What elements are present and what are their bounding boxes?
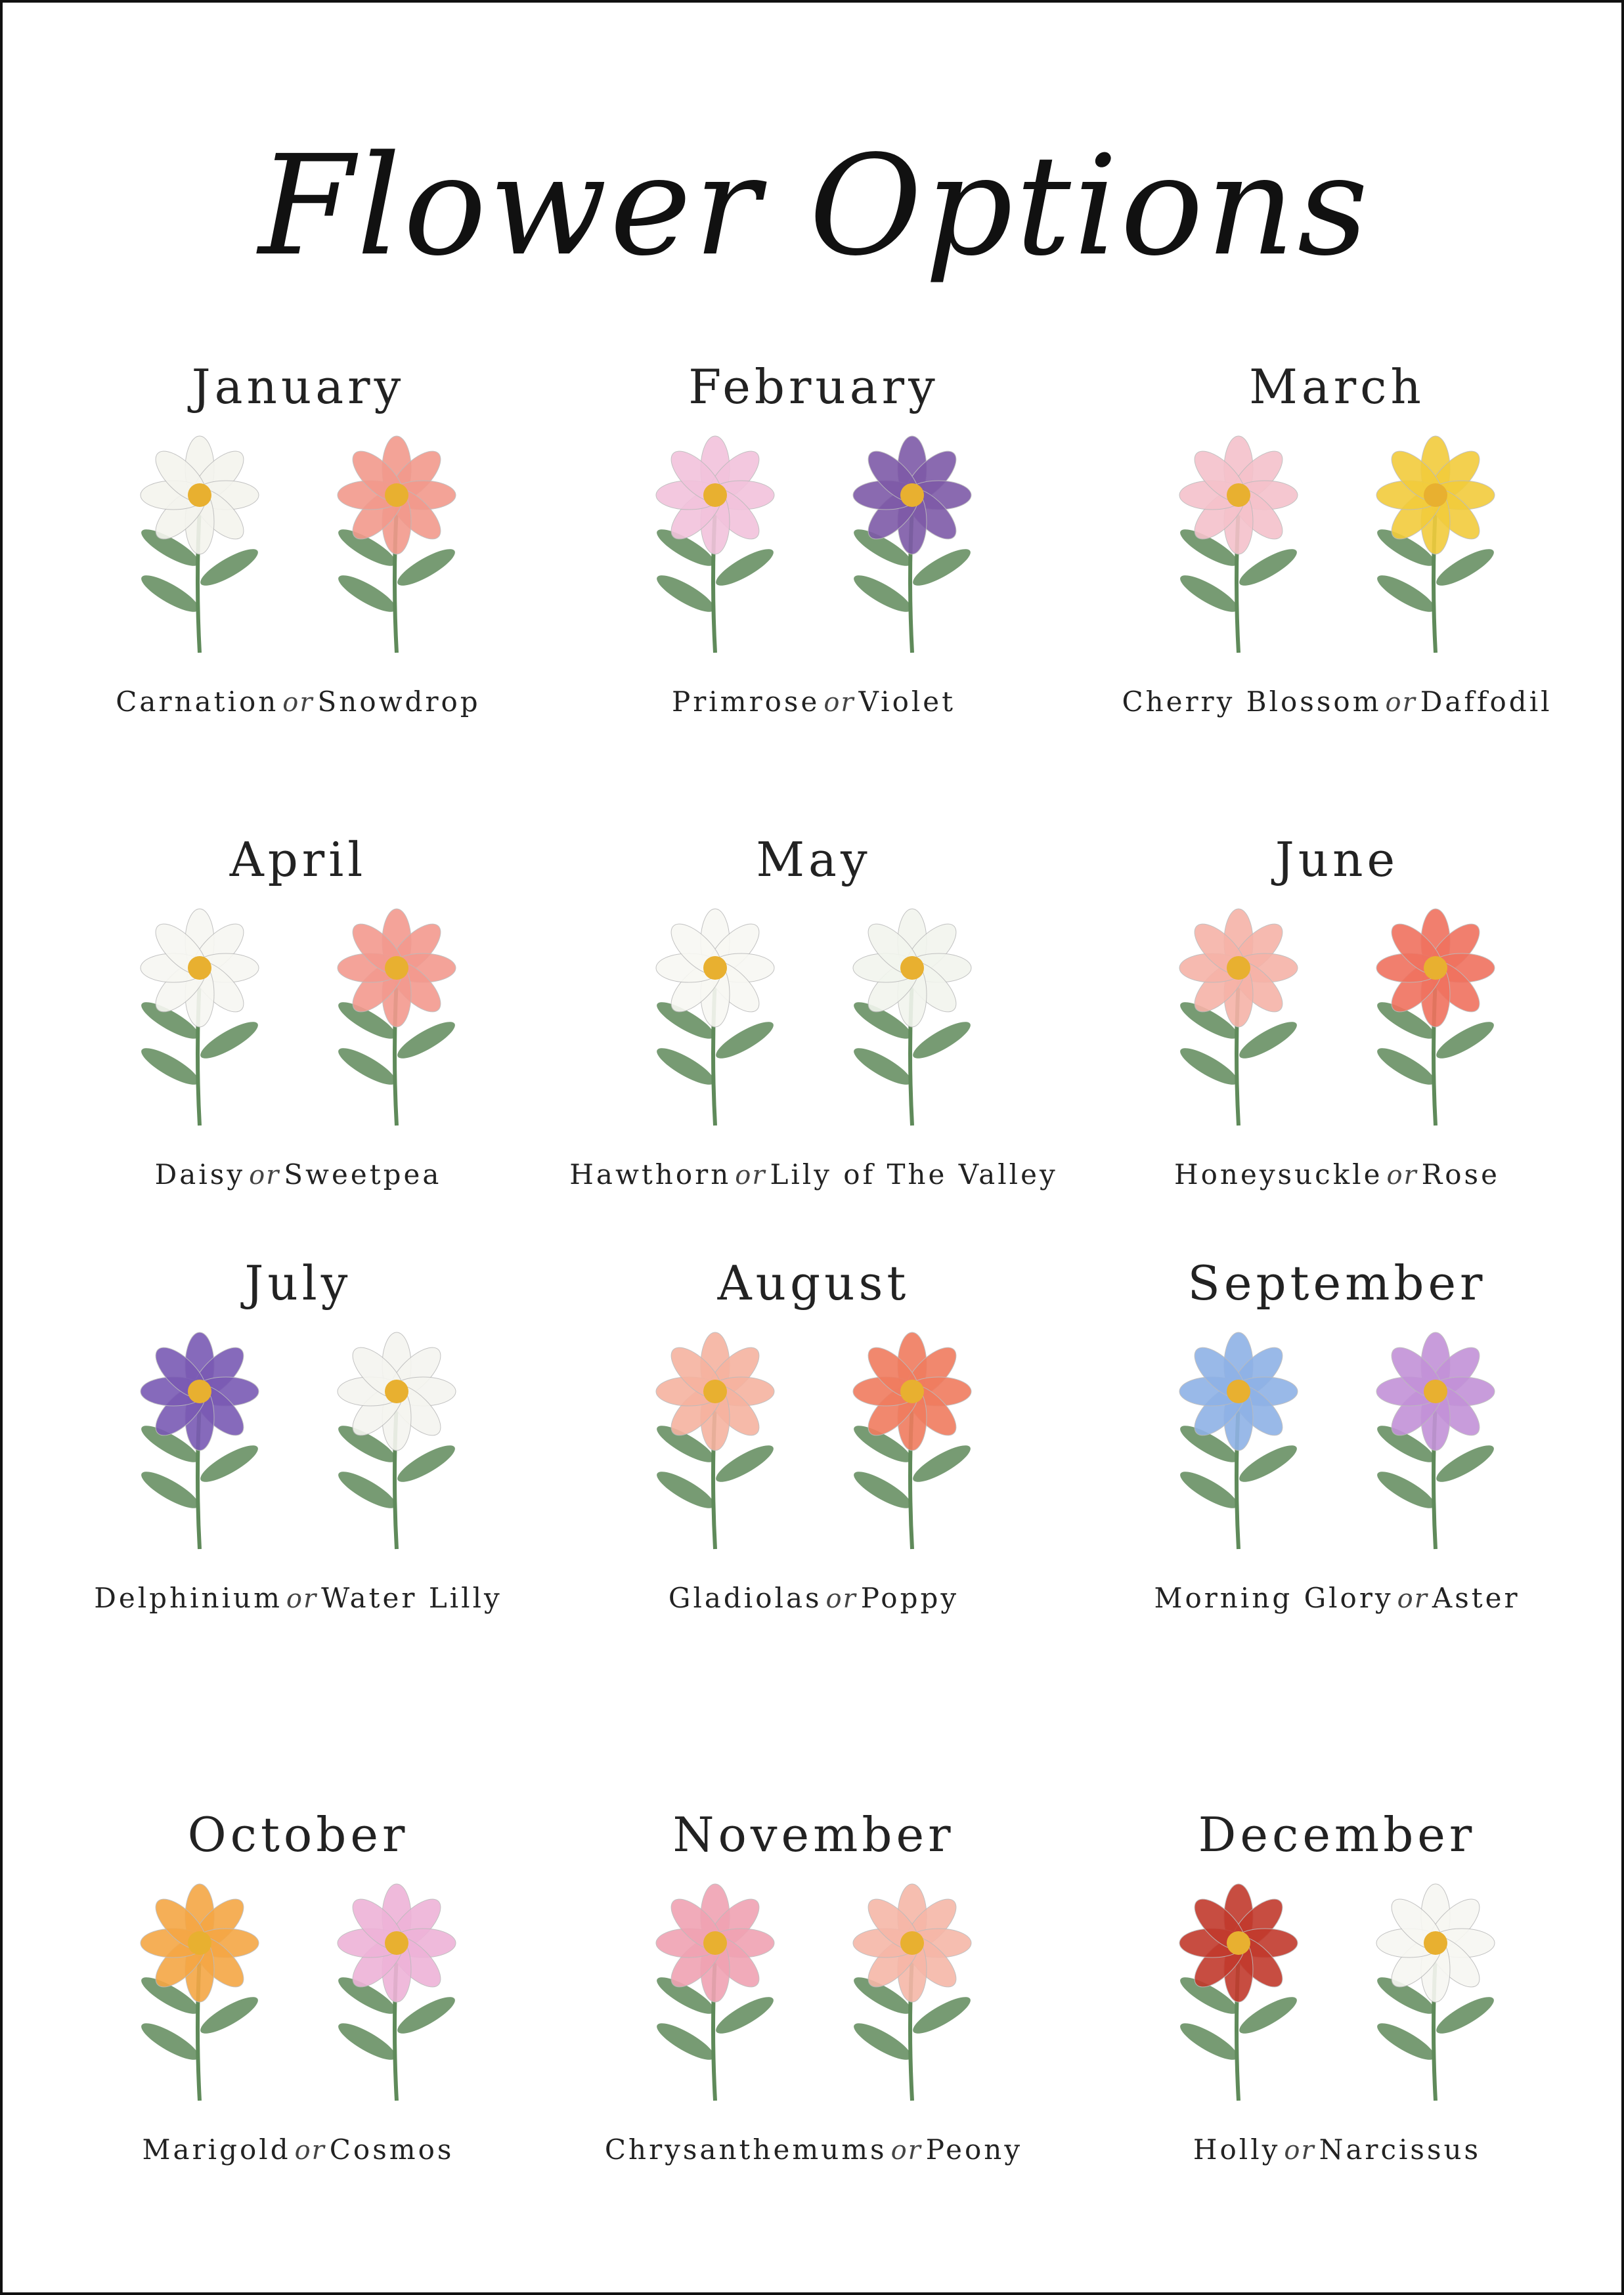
flower-name-2: Lily of The Valley bbox=[770, 1158, 1058, 1191]
or-connector: or bbox=[823, 688, 855, 718]
flower-illustration bbox=[1140, 429, 1534, 666]
flower-name-1: Daisy bbox=[154, 1158, 246, 1191]
flower-right-icon bbox=[334, 436, 460, 653]
flower-caption bbox=[28, 1152, 569, 1198]
flower-name-1: Cherry Blossom bbox=[1122, 686, 1382, 718]
flower-art bbox=[617, 1326, 1011, 1562]
flower-illustration bbox=[101, 1326, 495, 1562]
flower-left-icon bbox=[653, 909, 778, 1126]
flower-right-icon bbox=[334, 1332, 460, 1549]
flower-name-2: Narcissus bbox=[1319, 2133, 1481, 2166]
flower-art bbox=[617, 902, 1011, 1139]
month-cell-march bbox=[1066, 351, 1608, 758]
flower-left-icon bbox=[1176, 1884, 1302, 2101]
flower-left-icon bbox=[1176, 436, 1302, 653]
flower-caption bbox=[1066, 1152, 1608, 1198]
month-heading: November bbox=[672, 1807, 955, 1862]
flower-art bbox=[617, 1877, 1011, 2114]
flower-right-icon bbox=[1373, 1332, 1499, 1549]
flower-name-1: Morning Glory bbox=[1154, 1582, 1394, 1614]
flower-caption bbox=[1066, 679, 1608, 725]
flower-art bbox=[1140, 1326, 1534, 1562]
flower-name-2: Rose bbox=[1421, 1158, 1500, 1191]
flower-illustration bbox=[617, 902, 1011, 1139]
flower-left-icon bbox=[653, 1332, 778, 1549]
flower-name-1: Delphinium bbox=[94, 1582, 282, 1614]
flower-caption bbox=[28, 1575, 569, 1621]
flower-name-2: Cosmos bbox=[329, 2133, 454, 2166]
flower-caption bbox=[1066, 2127, 1608, 2173]
flower-art bbox=[101, 902, 495, 1139]
flower-name-1: Hawthorn bbox=[569, 1158, 732, 1191]
month-cell-june bbox=[1066, 823, 1608, 1231]
flower-art bbox=[1140, 429, 1534, 666]
flower-right-icon bbox=[850, 436, 975, 653]
flower-right-icon bbox=[334, 1884, 460, 2101]
flower-name-2: Peony bbox=[925, 2133, 1023, 2166]
flower-name-2: Daffodil bbox=[1420, 686, 1552, 718]
flower-right-icon bbox=[334, 909, 460, 1126]
or-connector: or bbox=[1397, 1584, 1428, 1614]
flower-left-icon bbox=[1176, 909, 1302, 1126]
flower-left-icon bbox=[137, 1884, 263, 2101]
flower-name-1: Gladiolas bbox=[668, 1582, 822, 1614]
flower-right-icon bbox=[850, 909, 975, 1126]
flower-name-2: Violet bbox=[858, 686, 956, 718]
flower-left-icon bbox=[137, 1332, 263, 1549]
month-cell-january bbox=[28, 351, 569, 758]
month-cell-february bbox=[543, 351, 1084, 758]
month-heading: May bbox=[756, 832, 871, 887]
month-cell-november bbox=[543, 1799, 1084, 2206]
month-heading: June bbox=[1275, 832, 1399, 887]
month-cell-august bbox=[543, 1247, 1084, 1654]
flower-caption bbox=[543, 1152, 1084, 1198]
flower-illustration bbox=[617, 1326, 1011, 1562]
flower-right-icon bbox=[1373, 436, 1499, 653]
flower-right-icon bbox=[850, 1884, 975, 2101]
or-connector: or bbox=[1386, 1160, 1418, 1191]
month-cell-september bbox=[1066, 1247, 1608, 1654]
or-connector: or bbox=[249, 1160, 280, 1191]
flower-art bbox=[101, 429, 495, 666]
month-heading: April bbox=[229, 832, 367, 887]
flower-left-icon bbox=[1176, 1332, 1302, 1549]
flower-left-icon bbox=[137, 909, 263, 1126]
flower-art bbox=[1140, 1877, 1534, 2114]
or-connector: or bbox=[735, 1160, 766, 1191]
or-connector: or bbox=[1385, 688, 1416, 718]
flower-illustration bbox=[617, 1877, 1011, 2114]
month-cell-april bbox=[28, 823, 569, 1231]
or-connector: or bbox=[825, 1584, 857, 1614]
flower-right-icon bbox=[850, 1332, 975, 1549]
month-heading: February bbox=[688, 359, 939, 414]
flower-illustration bbox=[617, 429, 1011, 666]
flower-illustration bbox=[1140, 902, 1534, 1139]
month-heading: December bbox=[1198, 1807, 1476, 1862]
flower-illustration bbox=[101, 902, 495, 1139]
flower-illustration bbox=[1140, 1326, 1534, 1562]
month-heading: August bbox=[717, 1256, 910, 1311]
flower-caption bbox=[543, 679, 1084, 725]
flower-name-2: Poppy bbox=[860, 1582, 959, 1614]
month-cell-december bbox=[1066, 1799, 1608, 2206]
flower-name-2: Sweetpea bbox=[284, 1158, 442, 1191]
month-cell-july bbox=[28, 1247, 569, 1654]
flower-caption bbox=[543, 2127, 1084, 2173]
flower-illustration bbox=[101, 1877, 495, 2114]
or-connector: or bbox=[890, 2135, 922, 2166]
or-connector: or bbox=[282, 688, 314, 718]
flower-name-1: Holly bbox=[1193, 2133, 1281, 2166]
month-heading: September bbox=[1187, 1256, 1487, 1311]
month-heading: January bbox=[191, 359, 405, 414]
flower-name-1: Carnation bbox=[116, 686, 279, 718]
flower-illustration bbox=[1140, 1877, 1534, 2114]
flower-left-icon bbox=[653, 436, 778, 653]
flower-name-2: Aster bbox=[1432, 1582, 1520, 1614]
flower-art bbox=[1140, 902, 1534, 1139]
or-connector: or bbox=[1284, 2135, 1315, 2166]
month-heading: October bbox=[187, 1807, 409, 1862]
flower-name-1: Primrose bbox=[671, 686, 820, 718]
flower-caption bbox=[28, 679, 569, 725]
flower-name-2: Water Lilly bbox=[321, 1582, 502, 1614]
month-heading: July bbox=[244, 1256, 352, 1311]
flower-left-icon bbox=[137, 436, 263, 653]
month-heading: March bbox=[1249, 359, 1425, 414]
flower-name-1: Honeysuckle bbox=[1174, 1158, 1383, 1191]
flower-caption bbox=[543, 1575, 1084, 1621]
month-cell-october bbox=[28, 1799, 569, 2206]
flower-illustration bbox=[101, 429, 495, 666]
flower-left-icon bbox=[653, 1884, 778, 2101]
flower-art bbox=[101, 1326, 495, 1562]
flower-right-icon bbox=[1373, 909, 1499, 1126]
flower-name-2: Snowdrop bbox=[317, 686, 481, 718]
or-connector: or bbox=[286, 1584, 318, 1614]
flower-art bbox=[101, 1877, 495, 2114]
flower-name-1: Marigold bbox=[142, 2133, 291, 2166]
flower-name-1: Chrysanthemums bbox=[604, 2133, 887, 2166]
flower-art bbox=[617, 429, 1011, 666]
page-title: Flower Options bbox=[258, 125, 1371, 286]
or-connector: or bbox=[294, 2135, 326, 2166]
flower-right-icon bbox=[1373, 1884, 1499, 2101]
flower-caption bbox=[1066, 1575, 1608, 1621]
flower-caption bbox=[28, 2127, 569, 2173]
month-cell-may bbox=[543, 823, 1084, 1231]
